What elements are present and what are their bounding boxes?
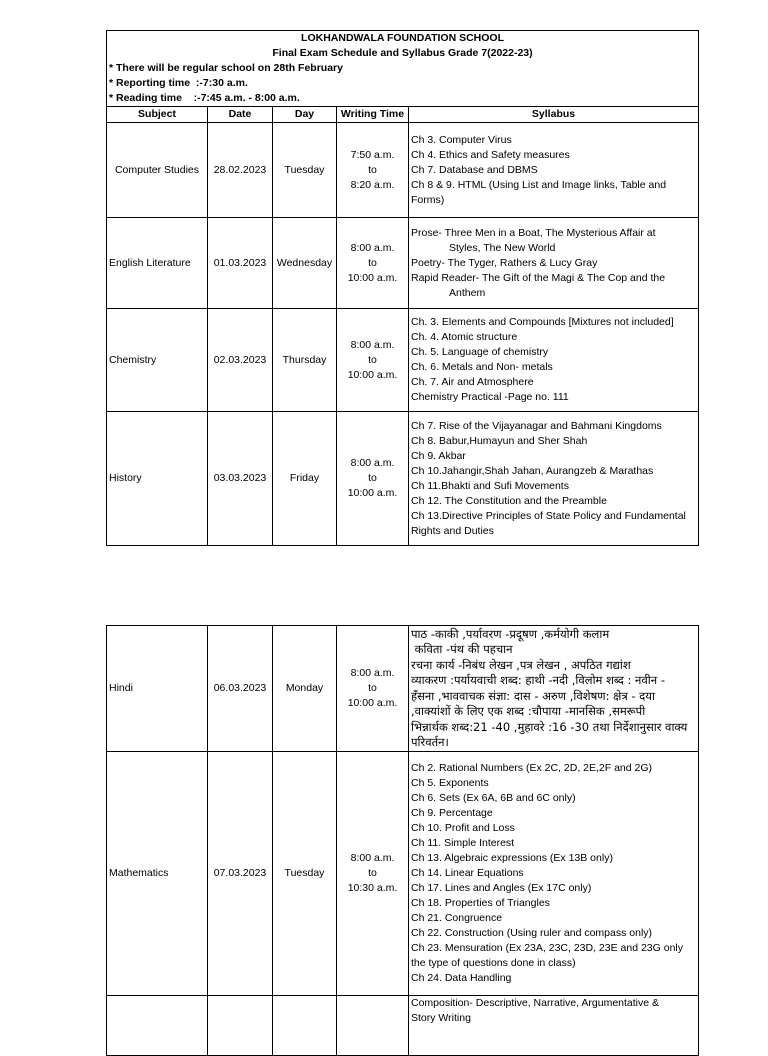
table-row	[107, 123, 699, 218]
day-cell: Friday	[273, 412, 337, 546]
time-to: to	[368, 867, 377, 879]
school-name: LOKHANDWALA FOUNDATION SCHOOL	[301, 32, 505, 44]
day-cell: Tuesday	[273, 123, 337, 218]
column-header-date: Date	[208, 107, 273, 123]
time-end: 10:00 a.m.	[347, 368, 398, 381]
time-start: 8:00 a.m.	[350, 852, 395, 864]
syllabus-line: Ch 7. Rise of the Vijayanagar and Bahmani Kingdoms	[411, 419, 662, 432]
writing-time-cell	[337, 752, 409, 996]
syllabus-line: Rights and Duties	[411, 524, 494, 537]
subject-cell	[107, 996, 208, 1056]
syllabus-line: Ch. 3. Elements and Compounds [Mixtures not included]	[411, 316, 674, 328]
date-cell: 02.03.2023	[208, 309, 273, 412]
syllabus-line: Ch 2. Rational Numbers (Ex 2C, 2D, 2E,2F and 2G)	[411, 762, 653, 774]
day-cell: Monday	[273, 626, 337, 752]
day-cell	[273, 996, 337, 1056]
syllabus-line: Ch 22. Construction (Using ruler and compass only)	[411, 927, 653, 939]
syllabus-line: Story Writing	[411, 1012, 471, 1024]
subject-cell: Mathematics	[107, 752, 208, 996]
syllabus-line: Chemistry Practical -Page no. 111	[411, 391, 569, 403]
syllabus-line: Ch 9. Akbar	[411, 449, 466, 462]
exam-schedule-table-2	[106, 625, 699, 1056]
syllabus-line: Ch 5. Exponents	[411, 777, 489, 789]
syllabus-line: Rapid Reader- The Gift of the Magi & The Cop and the	[411, 271, 666, 284]
syllabus-line: रचना कार्य -निबंध लेखन ,पत्र लेखन , अपठित गद्यांश	[411, 657, 631, 672]
syllabus-line: Ch 7. Database and DBMS	[411, 163, 538, 176]
writing-time-cell	[337, 309, 409, 412]
syllabus-line: Ch 13. Algebraic expressions (Ex 13B only)	[411, 852, 613, 864]
writing-time-cell	[337, 626, 409, 752]
syllabus-line: Ch 23. Mensuration (Ex 23A, 23C, 23D, 23E and 23G only	[411, 942, 683, 954]
syllabus-line: पाठ -काकी ,पर्यावरण -प्रदूषण ,कर्मयोगी कलाम	[411, 626, 610, 641]
table-row	[107, 309, 699, 412]
syllabus-line: Ch 10. Profit and Loss	[411, 822, 515, 834]
column-header-day: Day	[273, 107, 337, 123]
page-title: Final Exam Schedule and Syllabus Grade 7(2022-23)	[272, 47, 533, 59]
day-cell: Wednesday	[273, 218, 337, 309]
date-cell: 07.03.2023	[208, 752, 273, 996]
writing-time-cell	[337, 123, 409, 218]
table-row	[107, 412, 699, 546]
day-cell: Thursday	[273, 309, 337, 412]
syllabus-line: Ch 12. The Constitution and the Preamble	[411, 494, 607, 507]
subject-cell: Computer Studies	[107, 123, 208, 218]
note-reporting-time: * Reporting time :-7:30 a.m.	[109, 77, 248, 89]
syllabus-line: Ch 10.Jahangir,Shah Jahan, Aurangzeb & Marathas	[411, 464, 654, 477]
syllabus-line: Ch 8 & 9. HTML (Using List and Image links, Table and	[411, 178, 667, 191]
time-start: 8:00 a.m.	[350, 457, 395, 469]
subject-cell: Hindi	[107, 626, 208, 752]
syllabus-line: परिवर्तन।	[411, 735, 449, 749]
column-header-syllabus: Syllabus	[409, 107, 699, 123]
table-row	[107, 218, 699, 309]
syllabus-line: Ch 6. Sets (Ex 6A, 6B and 6C only)	[411, 792, 576, 804]
writing-time-cell	[337, 412, 409, 546]
syllabus-line: Ch 11.Bhakti and Sufi Movements	[411, 479, 569, 492]
syllabus-line: Composition- Descriptive, Narrative, Argumentative &	[411, 997, 660, 1009]
syllabus-cell	[409, 996, 699, 1056]
syllabus-line: the type of questions done in class)	[411, 957, 576, 969]
time-to: to	[368, 353, 377, 366]
date-cell: 06.03.2023	[208, 626, 273, 752]
time-start: 8:00 a.m.	[350, 667, 395, 679]
time-end: 8:20 a.m.	[350, 178, 395, 191]
syllabus-line: Ch 17. Lines and Angles (Ex 17C only)	[411, 882, 592, 894]
syllabus-cell	[409, 123, 699, 218]
header-row	[107, 31, 699, 62]
time-to: to	[368, 163, 377, 176]
date-cell: 28.02.2023	[208, 123, 273, 218]
syllabus-line: Ch 21. Congruence	[411, 912, 503, 924]
date-cell: 03.03.2023	[208, 412, 273, 546]
table-row	[107, 996, 699, 1056]
date-cell	[208, 996, 273, 1056]
note-reading-time: * Reading time :-7:45 a.m. - 8:00 a.m.	[109, 92, 300, 104]
table-row	[107, 626, 699, 752]
syllabus-line: Ch 13.Directive Principles of State Policy and Fundamental	[411, 509, 686, 522]
time-to: to	[368, 682, 377, 694]
writing-time-cell	[337, 218, 409, 309]
syllabus-cell	[409, 752, 699, 996]
syllabus-cell	[409, 412, 699, 546]
writing-time-cell	[337, 996, 409, 1056]
subject-cell: Chemistry	[107, 309, 208, 412]
exam-schedule-table-1	[106, 30, 699, 546]
column-header-writing-time: Writing Time	[337, 107, 409, 123]
syllabus-line: भिन्नार्थक शब्द:21 -40 ,मुहावरे :16 -30 तथा निर्देशानुसार वाक्य	[411, 719, 688, 734]
subject-cell: English Literature	[107, 218, 208, 309]
syllabus-line: Ch 9. Percentage	[411, 807, 493, 819]
syllabus-line: Prose- Three Men in a Boat, The Mysterious Affair at	[411, 226, 656, 239]
time-end: 10:00 a.m.	[347, 487, 398, 499]
syllabus-line: Ch. 5. Language of chemistry	[411, 346, 549, 358]
syllabus-cell	[409, 309, 699, 412]
syllabus-line: Ch 11. Simple Interest	[411, 837, 515, 849]
syllabus-cell	[409, 218, 699, 309]
syllabus-line: ,वाक्यांशों के लिए एक शब्द :चौपाया -मानसिक ,समरूपी	[411, 704, 646, 718]
syllabus-line: Ch. 6. Metals and Non- metals	[411, 361, 553, 373]
syllabus-line: Ch 18. Properties of Triangles	[411, 897, 550, 909]
syllabus-line: Ch. 4. Atomic structure	[411, 331, 518, 343]
column-header-subject: Subject	[107, 107, 208, 123]
time-end: 10:30 a.m.	[347, 882, 398, 894]
table-row	[107, 752, 699, 996]
note-regular-school: * There will be regular school on 28th February	[109, 62, 343, 74]
syllabus-line: हँसना ,भाववाचक संज्ञा: दास - अरुण ,विशेषण: क्षेत्र - दया	[411, 688, 655, 703]
syllabus-line: Forms)	[411, 193, 445, 206]
subject-cell: History	[107, 412, 208, 546]
syllabus-line: व्याकरण :पर्यायवाची शब्द: हाथी -नदी ,विलोम शब्द : नवीन -	[411, 673, 665, 687]
syllabus-line: Ch. 7. Air and Atmosphere	[411, 376, 534, 388]
time-start: 8:00 a.m.	[350, 241, 395, 254]
syllabus-line: Ch 4. Ethics and Safety measures	[411, 148, 570, 161]
time-to: to	[368, 472, 377, 484]
syllabus-line: Ch 3. Computer Virus	[411, 133, 512, 146]
syllabus-line: Ch 14. Linear Equations	[411, 867, 524, 879]
day-cell: Tuesday	[273, 752, 337, 996]
time-to: to	[368, 256, 377, 269]
syllabus-line: Ch 24. Data Handling	[411, 972, 512, 984]
syllabus-line: Ch 8. Babur,Humayun and Sher Shah	[411, 434, 588, 447]
time-start: 8:00 a.m.	[350, 338, 395, 351]
column-header-row	[107, 107, 699, 123]
time-start: 7:50 a.m.	[350, 148, 395, 161]
syllabus-line: Styles, The New World	[449, 241, 556, 254]
notes-row	[107, 61, 699, 107]
date-cell: 01.03.2023	[208, 218, 273, 309]
time-end: 10:00 a.m.	[347, 697, 398, 709]
syllabus-line: Poetry- The Tyger, Rathers & Lucy Gray	[411, 256, 598, 269]
time-end: 10:00 a.m.	[347, 271, 398, 284]
syllabus-cell	[409, 626, 699, 752]
syllabus-line: कविता -पंथ की पहचान	[411, 642, 513, 656]
syllabus-line: Anthem	[449, 286, 486, 299]
